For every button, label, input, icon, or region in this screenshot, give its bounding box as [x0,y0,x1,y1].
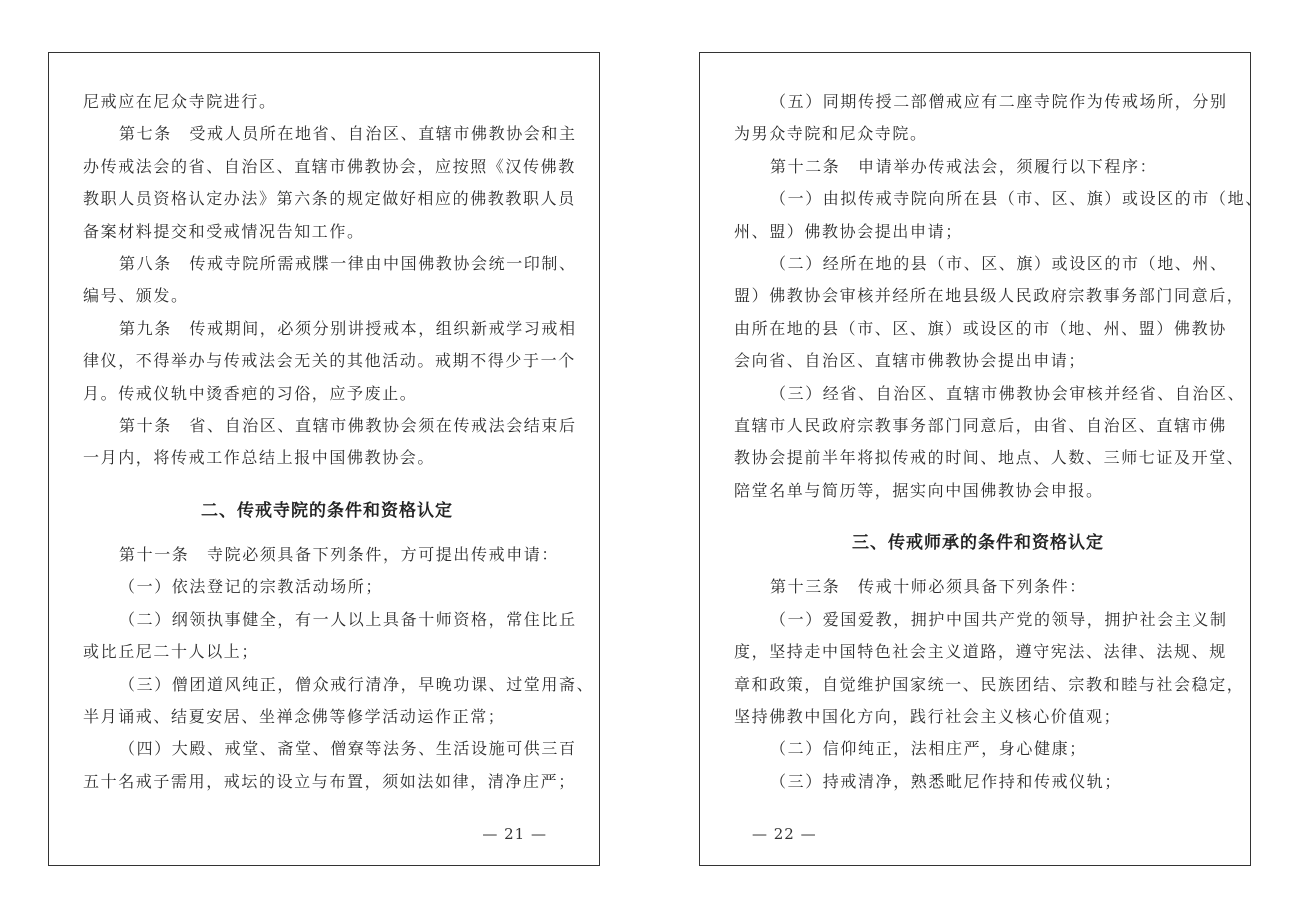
text-line: 一月内，将传戒工作总结上报中国佛教协会。 [83,448,436,468]
text-line: 备案材料提交和受戒情况告知工作。 [83,221,365,241]
page-number: — 22 — [752,825,817,843]
text-line: （二）信仰纯正，法相庄严，身心健康； [770,739,1087,759]
text-line: （二）经所在地的县（市、区、旗）或设区的市（地、州、 [770,254,1228,273]
text-line: 编号、颁发。 [83,286,189,306]
text-line: 第十条 省、自治区、直辖市佛教协会须在传戒法会结束后 [119,416,577,435]
text-line: 教职人员资格认定办法》第六条的规定做好相应的佛教教职人员 [83,189,576,209]
text-line: 盟）佛教协会审核并经所在地县级人民政府宗教事务部门同意后， [734,286,1245,306]
text-line: （二）纲领执事健全，有一人以上具备十师资格，常住比丘 [119,609,577,629]
document-page-right [699,52,1263,866]
text-line: 坚持佛教中国化方向，践行社会主义核心价值观； [734,707,1122,726]
text-line: 律仪，不得举办与传戒法会无关的其他活动。戒期不得少于一个 [83,351,576,371]
text-line: 教协会提前半年将拟传戒的时间、地点、人数、三师七证及开堂、 [734,448,1245,468]
text-line: 第八条 传戒寺院所需戒牒一律由中国佛教协会统一印制、 [119,254,577,273]
text-line: 第十三条 传戒十师必须具备下列条件： [770,577,1087,597]
text-line: （三）经省、自治区、直辖市佛教协会审核并经省、自治区、 [770,383,1246,403]
page-number: — 21 — [482,825,547,843]
text-line: 月。传戒仪轨中烫香疤的习俗，应予废止。 [83,383,418,403]
text-line: 陪堂名单与简历等，据实向中国佛教协会申报。 [734,480,1104,500]
text-line: 五十名戒子需用，戒坛的设立与布置，须如法如律，清净庄严； [83,771,576,791]
text-line: 第十一条 寺院必须具备下列条件，方可提出传戒申请： [119,545,560,564]
text-line: 尼戒应在尼众寺院进行。 [83,92,277,111]
section-heading: 三、传戒师承的条件和资格认定 [852,533,1104,553]
text-line: 或比丘尼二十人以上； [83,642,260,662]
document-page-left [48,52,600,866]
text-line: 半月诵戒、结夏安居、坐禅念佛等修学活动运作正常； [83,707,506,726]
text-line: 直辖市人民政府宗教事务部门同意后，由省、自治区、直辖市佛 [734,416,1227,435]
text-line: 第九条 传戒期间，必须分别讲授戒本，组织新戒学习戒相 [119,318,577,338]
text-line: （四）大殿、戒堂、斋堂、僧寮等法务、生活设施可供三百 [119,739,577,759]
text-line: （三）僧团道风纯正，僧众戒行清净，早晚功课、过堂用斋、 [119,674,595,694]
text-line: （一）由拟传戒寺院向所在县（市、区、旗）或设区的市（地、 [770,189,1263,209]
text-line: 会向省、自治区、直辖市佛教协会提出申请； [734,351,1087,371]
text-line: 由所在地的县（市、区、旗）或设区的市（地、州、盟）佛教协 [734,318,1227,338]
text-line: （五）同期传授二部僧戒应有二座寺院作为传戒场所，分别 [770,92,1228,111]
text-line: （三）持戒清净，熟悉毗尼作持和传戒仪轨； [770,771,1123,791]
text-line: （一）爱国爱教，拥护中国共产党的领导，拥护社会主义制 [770,609,1228,629]
text-line: （一）依法登记的宗教活动场所； [119,577,384,597]
text-line: 章和政策，自觉维护国家统一、民族团结、宗教和睦与社会稳定， [734,674,1245,694]
text-line: 第十二条 申请举办传戒法会，须履行以下程序： [770,156,1158,176]
text-line: 为男众寺院和尼众寺院。 [734,124,928,144]
text-line: 度，坚持走中国特色社会主义道路，遵守宪法、法律、法规、规 [734,642,1227,662]
text-line: 州、盟）佛教协会提出申请； [734,221,963,241]
text-line: 办传戒法会的省、自治区、直辖市佛教协会，应按照《汉传佛教 [83,156,576,176]
section-heading: 二、传戒寺院的条件和资格认定 [201,501,453,521]
text-line: 第七条 受戒人员所在地省、自治区、直辖市佛教协会和主 [119,124,577,144]
